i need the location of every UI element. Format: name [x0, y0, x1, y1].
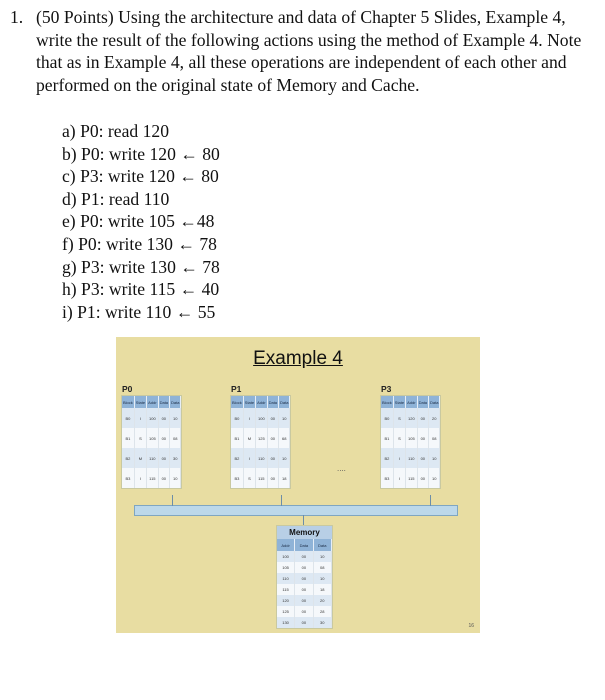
cell: 00: [295, 606, 313, 617]
cell: 00: [295, 551, 313, 562]
cell: 100: [256, 408, 267, 428]
table-row: [122, 468, 181, 488]
part-g: g) P3: write 130 ← 78: [62, 256, 220, 277]
header-cell: State: [134, 396, 146, 408]
header-cell: Block: [122, 396, 134, 408]
header-cell: Data: [267, 396, 278, 408]
cell: 00: [158, 468, 169, 488]
cell: 00: [417, 428, 428, 448]
cell: 00: [158, 428, 169, 448]
cell: 120: [406, 408, 417, 428]
cell: 00: [417, 448, 428, 468]
table-row: [122, 448, 181, 468]
cache-p3: [380, 384, 441, 489]
header-cell: Data: [279, 396, 290, 408]
cache-p3-name: P3: [381, 384, 392, 394]
table-row: [277, 551, 332, 562]
header-cell: State: [243, 396, 255, 408]
table-row: [277, 617, 332, 628]
cell: 00: [295, 584, 313, 595]
cell: B2: [231, 448, 243, 468]
table-row: [122, 408, 181, 428]
table-row: [231, 408, 290, 428]
cell: 10: [170, 468, 181, 488]
example-slide: [116, 337, 480, 633]
cell: B2: [381, 448, 393, 468]
table-row: [231, 468, 290, 488]
cell: B0: [231, 408, 243, 428]
cell: 68: [279, 428, 290, 448]
header-cell: Data: [170, 396, 181, 408]
table-row: [277, 562, 332, 573]
cell: I: [393, 468, 405, 488]
cell: 10: [429, 448, 440, 468]
question-text: (50 Points) Using the architecture and data of Chapter 5 Slides, Example 4, write the result of the following actions using the method of Example 4. Note that as in Example 4, all these operations are independent of each other and performed on the original state of Memory and Cache.: [36, 7, 582, 95]
cell: 120: [277, 595, 295, 606]
header-cell: Data: [429, 396, 440, 408]
cache-p0-name: P0: [122, 384, 133, 394]
bus-link-p3: [430, 495, 431, 506]
cell: I: [243, 448, 255, 468]
cell: 00: [267, 448, 278, 468]
table-row: [381, 448, 440, 468]
cell: 110: [406, 448, 417, 468]
header-cell: Addr: [406, 396, 417, 408]
part-d: d) P1: read 110: [62, 188, 170, 209]
cell: 10: [429, 468, 440, 488]
slide-title: Example 4: [253, 348, 343, 369]
cell: 30: [170, 448, 181, 468]
cell: 18: [313, 584, 331, 595]
cell: 08: [429, 428, 440, 448]
part-a: a) P0: read 120: [62, 121, 169, 141]
cell: B2: [122, 448, 134, 468]
cell: B0: [381, 408, 393, 428]
memory-title: Memory: [277, 526, 332, 539]
header-cell: Data: [417, 396, 428, 408]
table-row: [381, 468, 440, 488]
cell: 110: [256, 448, 267, 468]
ellipsis: ....: [337, 464, 346, 473]
part-h: h) P3: write 115 ← 40: [62, 279, 220, 300]
cache-p0: [121, 384, 182, 489]
cell: I: [134, 468, 146, 488]
cell: I: [134, 408, 146, 428]
parts-list: [62, 120, 220, 323]
cell: 00: [267, 468, 278, 488]
cell: 10: [279, 448, 290, 468]
cell: 00: [267, 428, 278, 448]
table-row: [277, 595, 332, 606]
slide-page-number: 16: [468, 623, 474, 629]
cell: B1: [122, 428, 134, 448]
header-cell: Addr: [277, 539, 295, 551]
cell: 00: [267, 408, 278, 428]
header-cell: Block: [231, 396, 243, 408]
cache-p1-table: [231, 396, 290, 488]
cell: 115: [277, 584, 295, 595]
part-c: c) P3: write 120 ← 80: [62, 166, 219, 187]
cell: B1: [231, 428, 243, 448]
cell: I: [393, 448, 405, 468]
part-f: f) P0: write 130 ← 78: [62, 233, 217, 254]
table-row: [381, 428, 440, 448]
cell: S: [393, 408, 405, 428]
cell: 20: [429, 408, 440, 428]
table-row: [231, 428, 290, 448]
cache-p0-table: [122, 396, 181, 488]
bus-link-p0: [172, 495, 173, 506]
header-cell: Data: [295, 539, 313, 551]
cell: 00: [158, 448, 169, 468]
cell: 100: [147, 408, 158, 428]
question-intro: [10, 6, 595, 96]
cell: 10: [313, 573, 331, 584]
cell: 130: [277, 617, 295, 628]
header-cell: Addr: [256, 396, 267, 408]
part-i: i) P1: write 110 ← 55: [62, 301, 216, 322]
cell: 110: [277, 573, 295, 584]
table-row: [277, 573, 332, 584]
header-cell: Block: [381, 396, 393, 408]
cell: 20: [313, 595, 331, 606]
cell: I: [243, 408, 255, 428]
cache-p1-name: P1: [231, 384, 242, 394]
cell: M: [243, 428, 255, 448]
header-cell: State: [393, 396, 405, 408]
cell: 00: [158, 408, 169, 428]
cell: 00: [295, 562, 313, 573]
cell: 125: [277, 606, 295, 617]
part-b: b) P0: write 120 ← 80: [62, 143, 220, 164]
cell: 00: [417, 408, 428, 428]
cell: 125: [256, 428, 267, 448]
table-row: [277, 584, 332, 595]
cell: 00: [417, 468, 428, 488]
part-e: e) P0: write 105 ←48: [62, 211, 215, 232]
cell: B0: [122, 408, 134, 428]
cell: B3: [381, 468, 393, 488]
cell: 18: [279, 468, 290, 488]
cell: 105: [406, 428, 417, 448]
memory-table: [277, 539, 332, 628]
cell: 00: [295, 573, 313, 584]
cell: 115: [256, 468, 267, 488]
header-cell: Data: [313, 539, 331, 551]
cell: 10: [313, 551, 331, 562]
cell: 10: [170, 408, 181, 428]
cell: B3: [122, 468, 134, 488]
cell: S: [243, 468, 255, 488]
memory-block: [276, 525, 333, 629]
cell: 105: [147, 428, 158, 448]
header-cell: Data: [158, 396, 169, 408]
table-row: [231, 448, 290, 468]
cell: 10: [279, 408, 290, 428]
cell: 30: [313, 617, 331, 628]
cell: B1: [381, 428, 393, 448]
cell: S: [393, 428, 405, 448]
header-cell: Addr: [147, 396, 158, 408]
system-bus: [134, 505, 458, 516]
cell: 08: [170, 428, 181, 448]
cell: 115: [406, 468, 417, 488]
cell: 08: [313, 562, 331, 573]
bus-link-p1: [281, 495, 282, 506]
cache-p1: [230, 384, 291, 489]
cell: S: [134, 428, 146, 448]
cell: 110: [147, 448, 158, 468]
cell: 115: [147, 468, 158, 488]
cell: 100: [277, 551, 295, 562]
cell: B3: [231, 468, 243, 488]
cell: 28: [313, 606, 331, 617]
cell: M: [134, 448, 146, 468]
table-row: [381, 408, 440, 428]
question-number: 1.: [10, 7, 24, 27]
cell: 00: [295, 617, 313, 628]
table-row: [122, 428, 181, 448]
cache-p3-table: [381, 396, 440, 488]
table-row: [277, 606, 332, 617]
cell: 105: [277, 562, 295, 573]
cell: 00: [295, 595, 313, 606]
